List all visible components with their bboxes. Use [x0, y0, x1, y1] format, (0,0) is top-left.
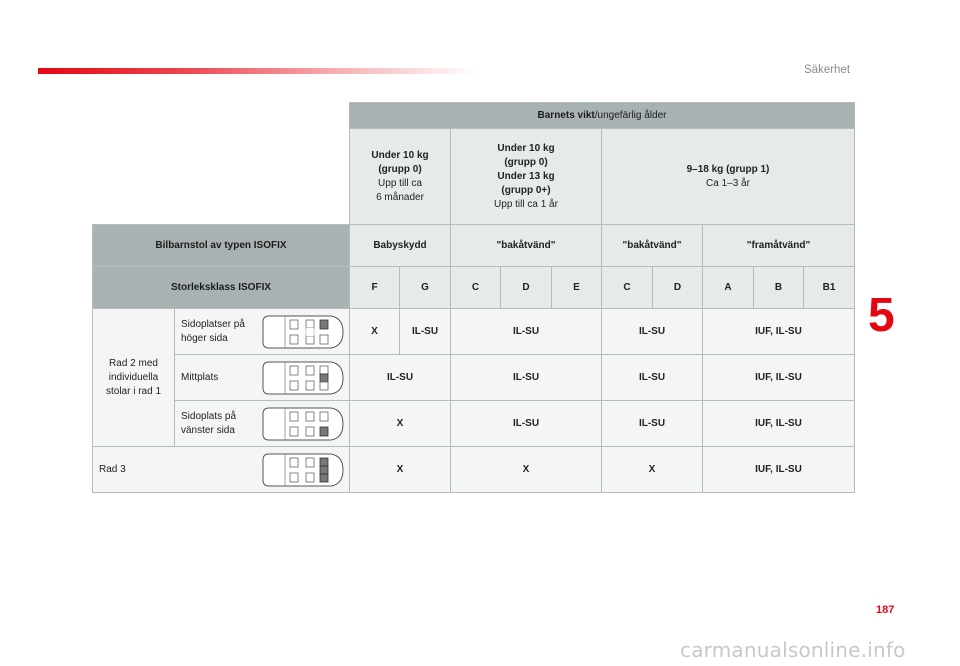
seat-position-row3: Rad 3 — [93, 447, 350, 493]
compat-cell: IL-SU — [602, 309, 703, 355]
weight-group-1: 9–18 kg (grupp 1) Ca 1–3 år — [602, 129, 855, 225]
car-seat-left-icon — [261, 406, 345, 442]
size-class-cell: D — [653, 267, 703, 309]
size-class-label: Storleksklass ISOFIX — [93, 267, 350, 309]
compat-cell: IL-SU — [451, 355, 602, 401]
compat-cell: IL-SU — [451, 309, 602, 355]
size-class-cell: D — [501, 267, 552, 309]
compat-cell: IUF, IL-SU — [703, 309, 855, 355]
compat-cell: IL-SU — [400, 309, 451, 355]
compat-cell: X — [350, 401, 451, 447]
section-title: Säkerhet — [804, 64, 851, 76]
size-class-cell: F — [350, 267, 400, 309]
seat-type-rear-facing-2: "bakåtvänd" — [602, 225, 703, 267]
seat-type-label: Bilbarnstol av typen ISOFIX — [93, 225, 350, 267]
header-accent-bar — [38, 68, 478, 74]
weight-group-0plus: Under 10 kg (grupp 0) Under 13 kg (grupp 0+) Upp till ca 1 år — [451, 129, 602, 225]
size-class-cell: B — [754, 267, 804, 309]
chapter-number: 5 — [868, 289, 895, 342]
compat-cell: IL-SU — [350, 355, 451, 401]
size-class-cell: G — [400, 267, 451, 309]
seat-position-right: Sidoplatser på höger sida — [175, 309, 350, 355]
car-seat-middle-icon — [261, 360, 345, 396]
compat-cell: X — [350, 447, 451, 493]
size-class-cell: A — [703, 267, 754, 309]
car-seat-row3-icon — [261, 452, 345, 488]
page-number: 187 — [876, 604, 895, 616]
compat-cell: IUF, IL-SU — [703, 447, 855, 493]
compat-cell: IL-SU — [602, 355, 703, 401]
watermark: carmanualsonline.info — [680, 638, 906, 662]
weight-group-header: Barnets vikt/ungefärlig ålder — [350, 103, 855, 129]
car-seat-right-icon — [261, 314, 345, 350]
compat-cell: X — [451, 447, 602, 493]
size-class-cell: C — [602, 267, 653, 309]
seat-type-rear-facing-1: "bakåtvänd" — [451, 225, 602, 267]
size-class-cell: E — [552, 267, 602, 309]
compat-cell: X — [602, 447, 703, 493]
size-class-cell: B1 — [804, 267, 855, 309]
size-class-cell: C — [451, 267, 501, 309]
isofix-table — [92, 102, 855, 493]
compat-cell: X — [350, 309, 400, 355]
seat-position-middle: Mittplats — [175, 355, 350, 401]
compat-cell: IL-SU — [451, 401, 602, 447]
seat-type-babyskydd: Babyskydd — [350, 225, 451, 267]
row2-label: Rad 2 med individuella stolar i rad 1 — [93, 309, 175, 447]
compat-cell: IUF, IL-SU — [703, 355, 855, 401]
compat-cell: IUF, IL-SU — [703, 401, 855, 447]
weight-group-0: Under 10 kg (grupp 0) Upp till ca 6 månader — [350, 129, 451, 225]
seat-position-left: Sidoplats på vänster sida — [175, 401, 350, 447]
seat-type-forward-facing: "framåtvänd" — [703, 225, 855, 267]
compat-cell: IL-SU — [602, 401, 703, 447]
